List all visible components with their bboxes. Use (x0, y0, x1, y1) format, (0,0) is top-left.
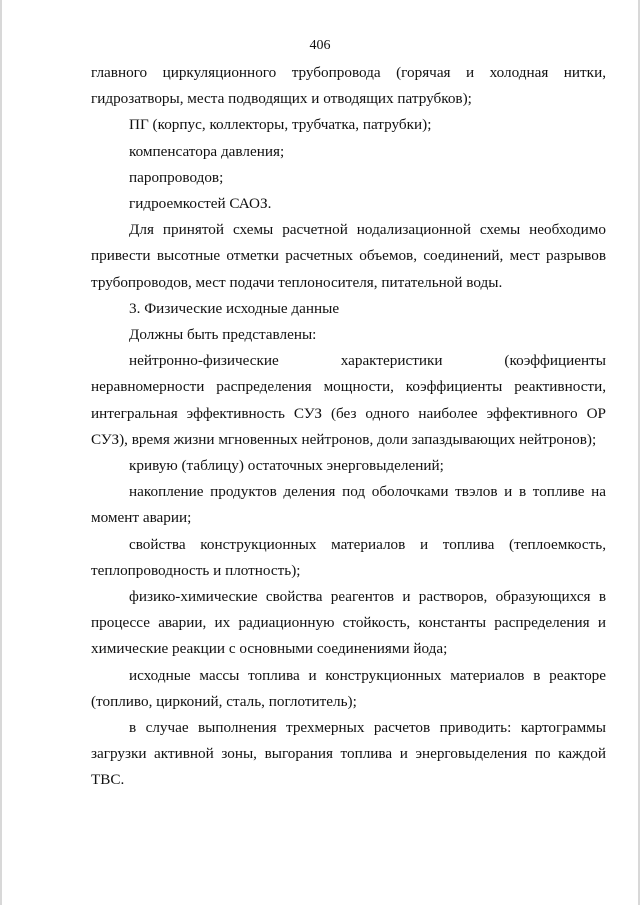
paragraph-accumulators: гидроемкостей САОЗ. (129, 195, 272, 213)
paragraph-steam-lines: паропроводов; (129, 168, 224, 186)
section-heading-physical-data: 3. Физические исходные данные (129, 299, 340, 317)
paragraph-neutron-physics: нейтронно-физические характеристики (коэффициенты неравномерности распределения мощности, коэффициенты реактивности, интегральная эффективность СУЗ (без одного наиболее эффективного ОР СУЗ), время жизни мгновенных нейтронов, доли запаздывающих нейтронов); (91, 352, 606, 448)
paragraph-fission-products: накопление продуктов деления под оболочками твэлов и в топливе на момент аварии; (91, 483, 606, 527)
paragraph-initial-masses: исходные массы топлива и конструкционных материалов в реакторе (топливо, цирконий, сталь, поглотитель); (91, 666, 606, 710)
page-number: 406 (309, 38, 331, 53)
paragraph-pipeline: главного циркуляционного трубопровода (горячая и холодная нитки, гидрозатворы, места подводящих и отводящих патрубков); (91, 64, 606, 108)
paragraph-residual-heat: кривую (таблицу) остаточных энерговыделений; (129, 457, 444, 475)
paragraph-material-properties: свойства конструкционных материалов и топлива (теплоемкость, теплопроводность и плотность); (91, 535, 606, 579)
paragraph-physicochemical: физико-химические свойства реагентов и растворов, образующихся в процессе аварии, их радиационную стойкость, константы распределения и химические реакции с основными соединениями йода; (91, 588, 606, 658)
paragraph-elevation-marks: Для принятой схемы расчетной нодализационной схемы необходимо привести высотные отметки расчетных объемов, соединений, мест разрывов трубопроводов, мест подачи теплоносителя, питательной воды. (91, 221, 606, 291)
paragraph-should-be-presented: Должны быть представлены: (129, 326, 317, 344)
paragraph-3d-calculations: в случае выполнения трехмерных расчетов приводить: картограммы загрузки активной зоны, выгорания топлива и энерговыделения по каждой ТВС. (91, 719, 606, 789)
paragraph-steam-generator: ПГ (корпус, коллекторы, трубчатка, патрубки); (129, 116, 432, 134)
paragraph-pressurizer: компенсатора давления; (129, 142, 285, 160)
document-body (91, 60, 606, 794)
